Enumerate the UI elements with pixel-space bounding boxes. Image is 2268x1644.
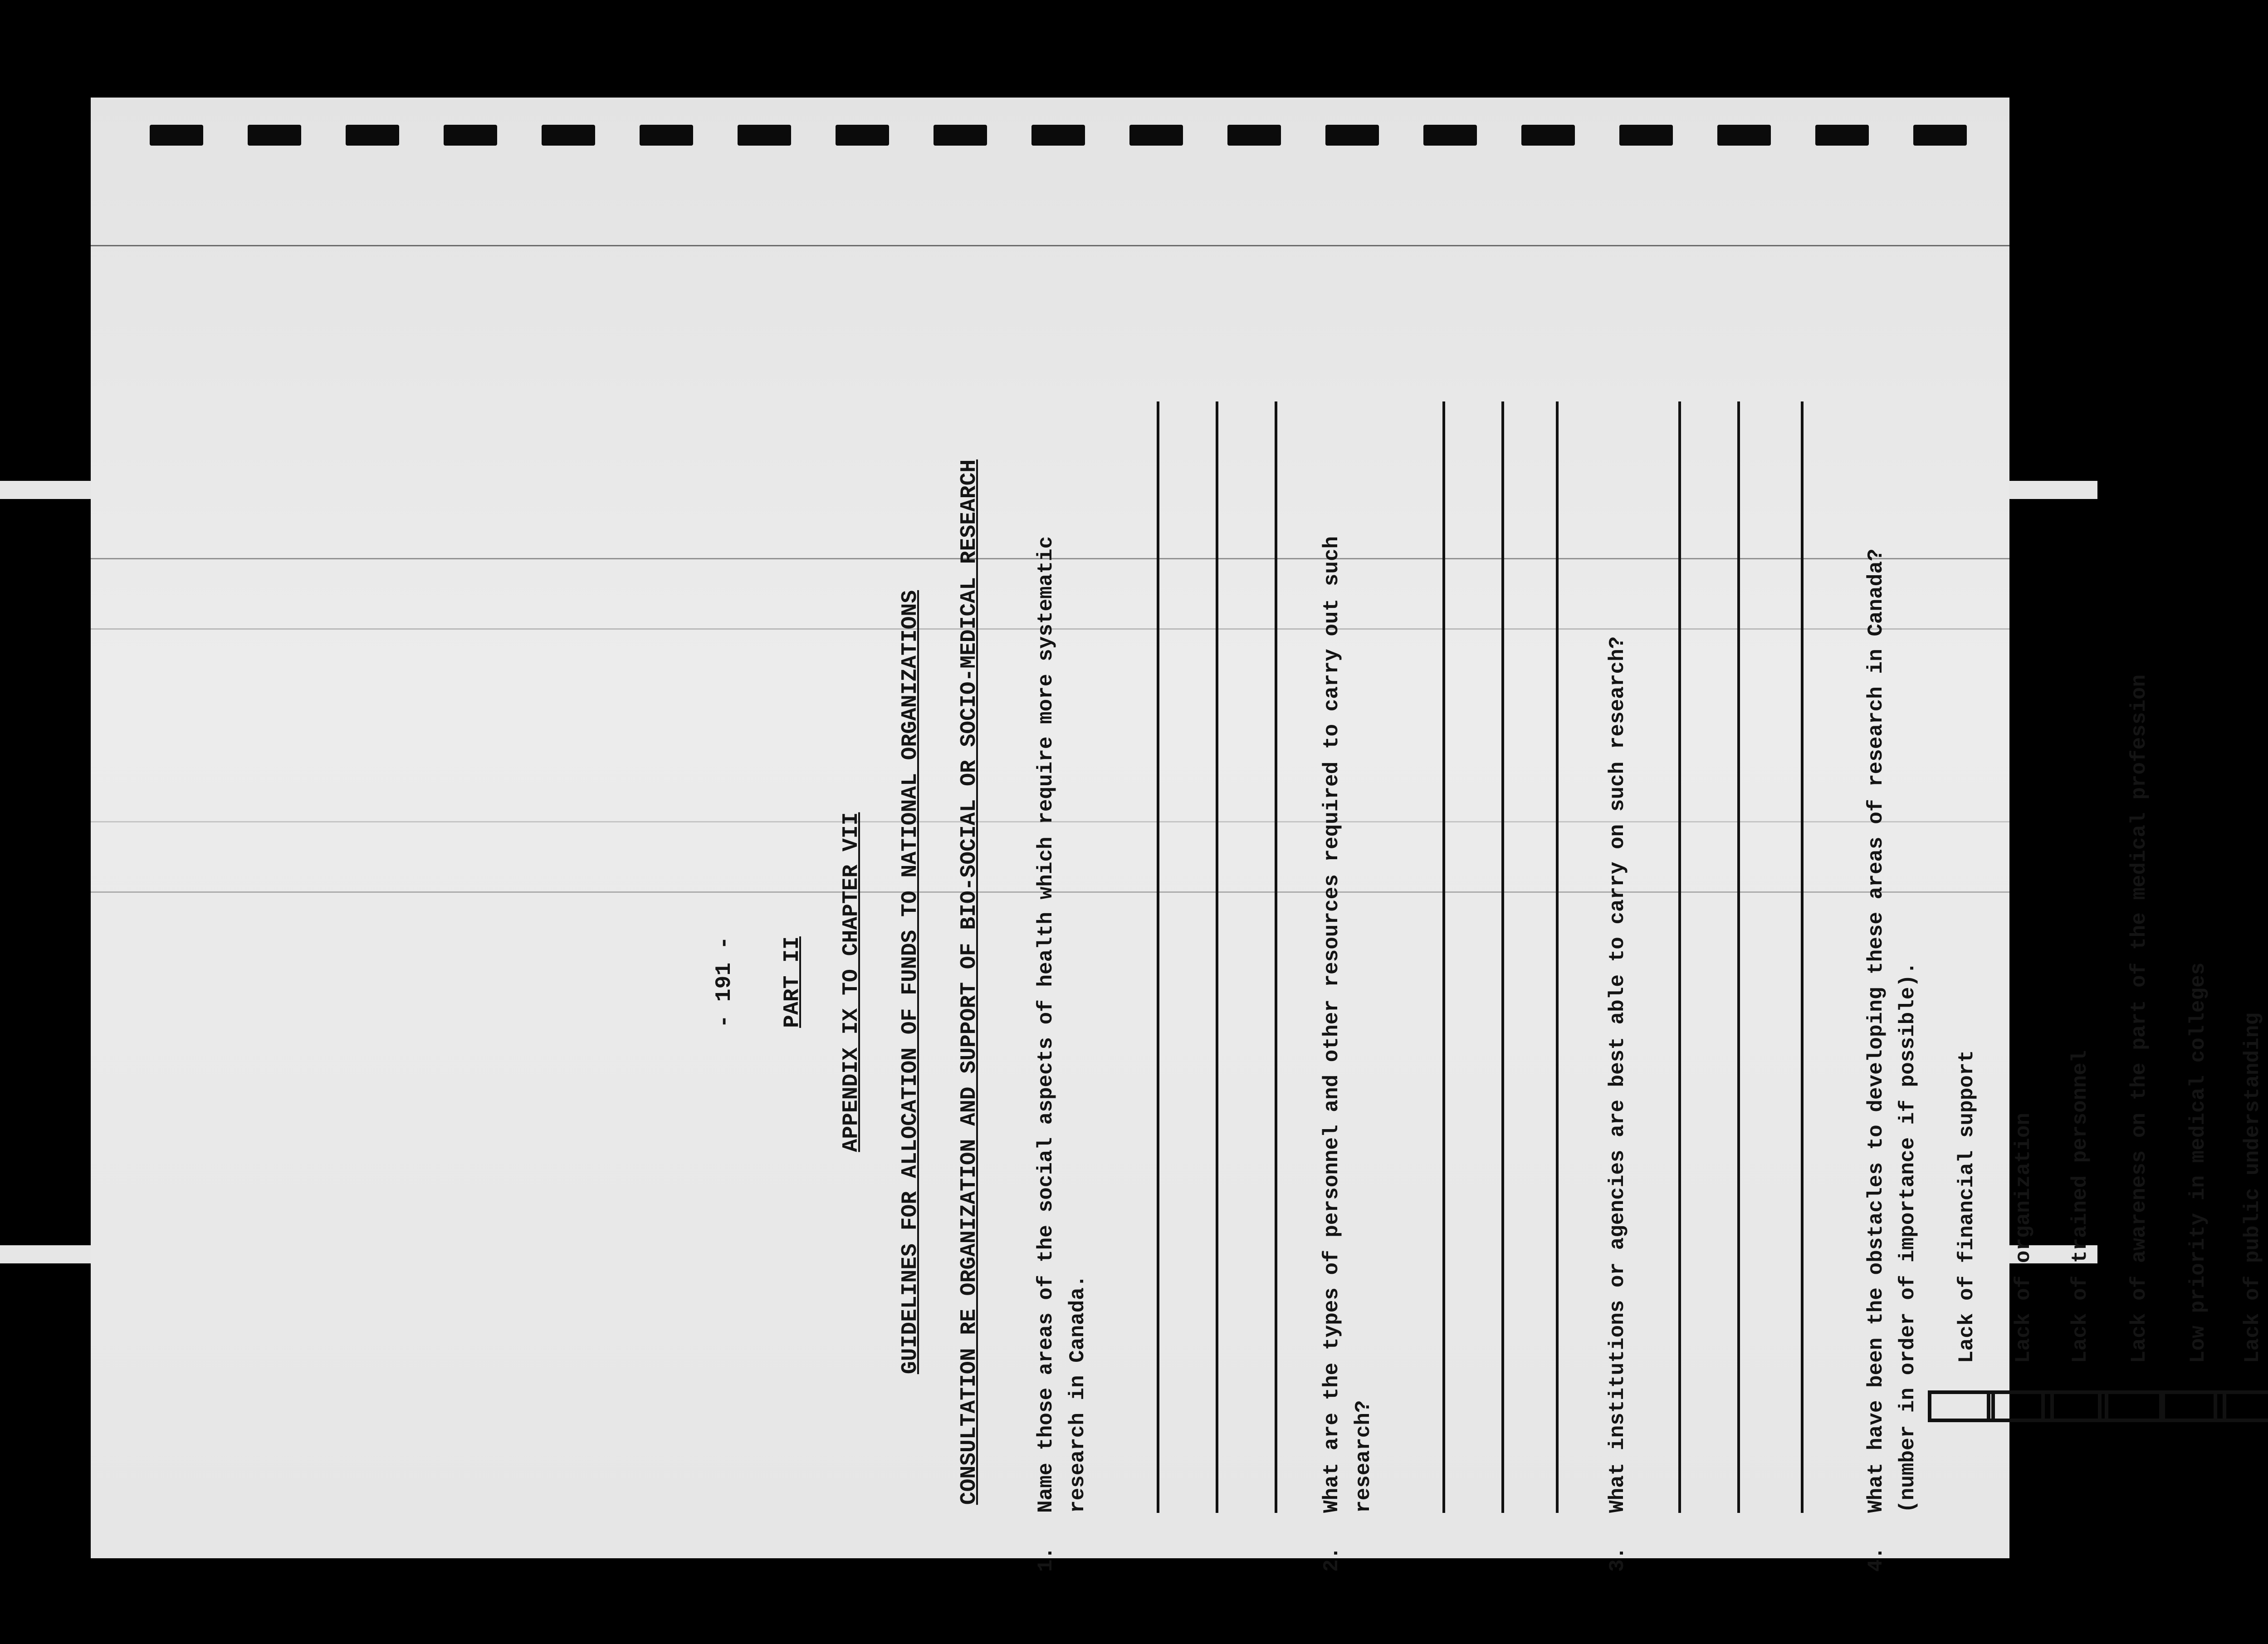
sprocket-hole bbox=[1717, 125, 1771, 146]
question-2-text: What are the types of personnel and other resources required to carry out such bbox=[1320, 536, 1344, 1513]
question-1-number: 1. bbox=[1034, 1546, 1058, 1572]
sprocket-hole bbox=[640, 125, 693, 146]
answer-line bbox=[1501, 401, 1504, 1513]
obstacle-checkbox[interactable] bbox=[2098, 1390, 2165, 1422]
sprocket-hole bbox=[1227, 125, 1281, 146]
sprocket-hole bbox=[1521, 125, 1575, 146]
question-4-number: 4. bbox=[1864, 1546, 1888, 1572]
obstacle-label: Lack of financial support bbox=[1955, 1050, 1979, 1363]
question-2-number: 2. bbox=[1320, 1546, 1344, 1572]
answer-line bbox=[1737, 401, 1740, 1513]
sprocket-hole bbox=[248, 125, 301, 146]
sprocket-hole bbox=[1423, 125, 1477, 146]
part-heading: PART II bbox=[780, 936, 805, 1028]
answer-line bbox=[1275, 401, 1277, 1513]
answer-line bbox=[1442, 401, 1445, 1513]
sprocket-hole bbox=[836, 125, 889, 146]
answer-line bbox=[1801, 401, 1804, 1513]
answer-line bbox=[1556, 401, 1559, 1513]
sprocket-hole bbox=[1129, 125, 1183, 146]
sprocket-hole bbox=[1913, 125, 1967, 146]
sprocket-hole bbox=[542, 125, 595, 146]
sprocket-hole bbox=[444, 125, 497, 146]
film-edge-band-left bbox=[0, 481, 91, 499]
question-2-text-2: research? bbox=[1352, 1400, 1375, 1513]
sprocket-hole bbox=[1031, 125, 1085, 146]
sprocket-hole bbox=[1815, 125, 1869, 146]
sprocket-holes bbox=[150, 125, 1964, 152]
rotated-content bbox=[567, 392, 2268, 1572]
question-3-number: 3. bbox=[1606, 1546, 1629, 1572]
obstacle-label: Lack of awareness on the part of the medical profession bbox=[2127, 674, 2151, 1363]
film-edge-band-left-bottom bbox=[0, 1245, 91, 1263]
consultation-heading: CONSULTATION RE ORGANIZATION AND SUPPORT OF BIO-SOCIAL OR SOCIO-MEDICAL RESEARCH bbox=[957, 459, 982, 1505]
sprocket-hole bbox=[346, 125, 399, 146]
sprocket-hole bbox=[1619, 125, 1673, 146]
answer-line bbox=[1678, 401, 1681, 1513]
sprocket-hole bbox=[150, 125, 203, 146]
obstacle-label: Lack of trained personnel bbox=[2068, 1050, 2092, 1363]
question-1-text-2: research in Canada. bbox=[1066, 1275, 1090, 1513]
document-page bbox=[91, 98, 2264, 1572]
sprocket-hole bbox=[934, 125, 987, 146]
page-number: - 191 - bbox=[712, 936, 737, 1028]
answer-line bbox=[1216, 401, 1218, 1513]
obstacle-checkbox[interactable] bbox=[1928, 1390, 1995, 1422]
question-3-text: What institutions or agencies are best able to carry on such research? bbox=[1606, 636, 1629, 1513]
appendix-heading: APPENDIX IX TO CHAPTER VII bbox=[839, 812, 864, 1152]
sprocket-hole bbox=[738, 125, 791, 146]
question-4-text: What have been the obstacles to developing these areas of research in Canada? bbox=[1864, 548, 1888, 1513]
scan-line bbox=[91, 245, 2009, 246]
obstacle-label: Low priority in medical colleges bbox=[2186, 962, 2210, 1363]
obstacle-label: Lack of organization bbox=[2012, 1112, 2035, 1363]
question-4-text-2: (number in order of importance if possible). bbox=[1896, 962, 1920, 1513]
obstacle-label: Lack of public understanding bbox=[2241, 1013, 2264, 1363]
sprocket-hole bbox=[1325, 125, 1379, 146]
obstacle-checkbox[interactable] bbox=[2214, 1390, 2268, 1422]
guidelines-heading: GUIDELINES FOR ALLOCATION OF FUNDS TO NATIONAL ORGANIZATIONS bbox=[898, 590, 923, 1375]
question-1-text: Name those areas of the social aspects of health which require more systematic bbox=[1034, 536, 1058, 1513]
answer-line bbox=[1157, 401, 1159, 1513]
